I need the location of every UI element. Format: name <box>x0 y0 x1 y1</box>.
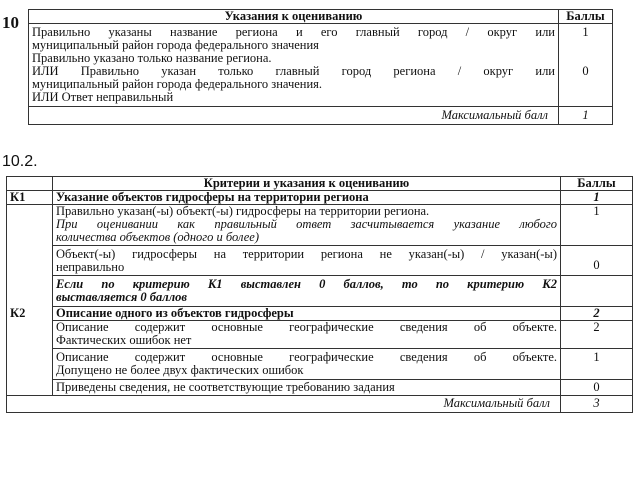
table-row <box>7 246 633 276</box>
task-number-10-2: 10.2. <box>2 153 38 170</box>
criterion-text: неправильно <box>56 260 125 274</box>
criterion-title-score: 2 <box>561 307 633 321</box>
criterion-text: Описание содержит основные географические сведения об объекте. <box>56 350 557 364</box>
score-value: 0 <box>582 64 589 78</box>
criterion-note: количества объектов (одного и более) <box>56 230 259 244</box>
criterion-text: Фактических ошибок нет <box>56 333 192 347</box>
criterion-score <box>559 52 613 107</box>
criterion-k2-note-row <box>7 276 633 307</box>
criterion-text: ИЛИ Правильно указан только главный город региона / округ или <box>32 64 555 78</box>
table-header-row <box>29 10 613 24</box>
criterion-k1-title-row <box>7 191 633 205</box>
criterion-text: Допущено не более двух фактических ошибок <box>56 363 304 377</box>
max-score-value: 1 <box>559 107 613 125</box>
task-number-10: 10 <box>2 13 19 32</box>
max-score-value: 3 <box>561 396 633 413</box>
criterion-note: При оценивании как правильный ответ засчитывается указание любого <box>56 217 557 231</box>
criterion-note: выставляется 0 баллов <box>56 290 187 304</box>
criterion-score: 1 <box>561 349 633 380</box>
table-row <box>29 24 613 53</box>
criterion-score: 1 <box>561 205 633 246</box>
criterion-title: Описание одного из объектов гидросферы <box>53 307 561 321</box>
criterion-score: 0 <box>561 380 633 396</box>
criterion-note: Если по критерию К1 выставлен 0 баллов, то по критерию К2 <box>56 277 557 291</box>
max-score-label: Максимальный балл <box>7 396 561 413</box>
max-score-label: Максимальный балл <box>29 107 559 125</box>
criterion-text: Приведены сведения, не соответствующие требованию задания <box>53 380 561 396</box>
criterion-code-k1: К1 <box>7 191 53 205</box>
scoring-table-10 <box>28 9 613 125</box>
header-score: Баллы <box>559 10 613 24</box>
table-header-row <box>7 177 633 191</box>
table-row <box>7 349 633 380</box>
table-row <box>29 52 613 107</box>
header-score: Баллы <box>561 177 633 191</box>
criterion-k2-title-row <box>7 307 633 321</box>
criterion-title: Указание объектов гидросферы на территории региона <box>53 191 561 205</box>
table-row <box>7 205 633 246</box>
max-score-row <box>29 107 613 125</box>
table-row <box>7 321 633 349</box>
criterion-text: Правильно указаны название региона и его главный город / округ или <box>32 25 555 39</box>
header-code <box>7 177 53 191</box>
table-row <box>7 380 633 396</box>
header-criteria: Указания к оцениванию <box>29 10 559 24</box>
criterion-text: муниципальный район города федерального значения <box>32 38 319 52</box>
criterion-score: 2 <box>561 321 633 349</box>
criterion-text: Правильно указано только название региона. <box>32 51 272 65</box>
criterion-title-score: 1 <box>561 191 633 205</box>
header-criteria: Критерии и указания к оцениванию <box>53 177 561 191</box>
max-score-row <box>7 396 633 413</box>
criterion-text: ИЛИ Ответ неправильный <box>32 90 174 104</box>
scoring-table-10-2 <box>6 176 633 413</box>
criterion-score: 1 <box>559 24 613 53</box>
score-value: 0 <box>593 258 600 272</box>
criterion-text: Правильно указан(-ы) объект(-ы) гидросферы на территории региона. <box>56 204 430 218</box>
criterion-text: Описание содержит основные географические сведения об объекте. <box>56 320 557 334</box>
criterion-score <box>561 246 633 276</box>
criterion-text: Объект(-ы) гидросферы на территории региона не указан(-ы) / указан(-ы) <box>56 247 557 261</box>
criterion-code-k2: К2 <box>7 307 53 321</box>
criterion-text: муниципальный район города федерального значения. <box>32 77 323 91</box>
